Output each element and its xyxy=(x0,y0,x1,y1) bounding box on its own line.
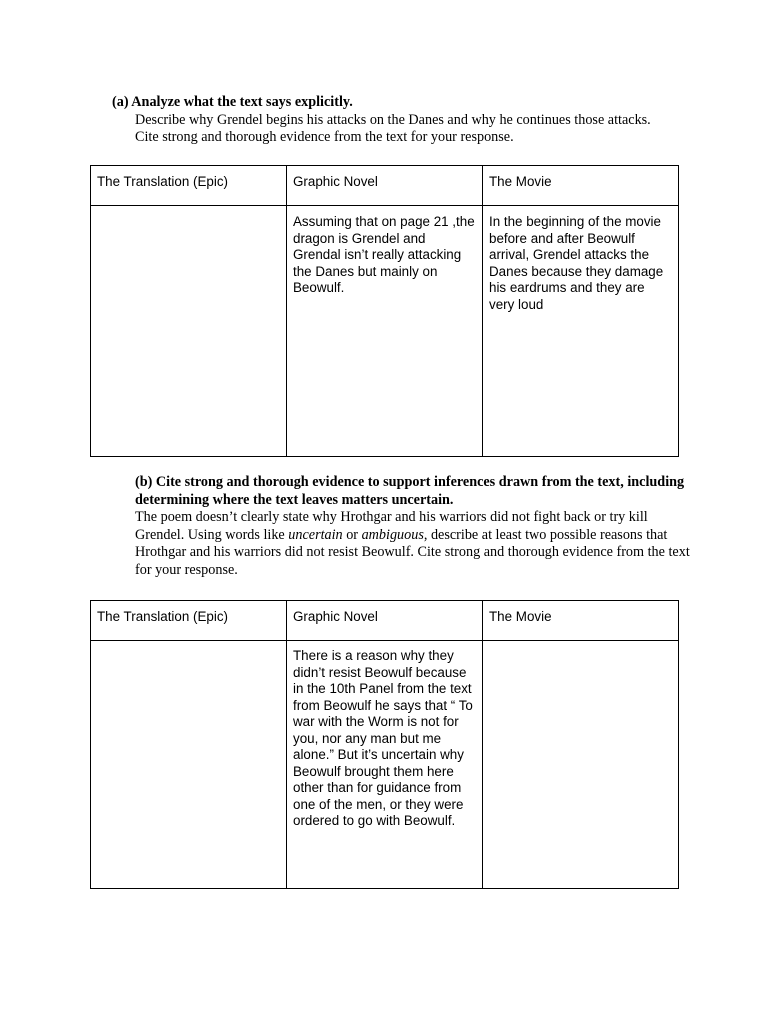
question-b xyxy=(135,474,695,579)
cell-graphic-novel[interactable]: Assuming that on page 21 ,the dragon is Grendel and Grendal isn’t really attacking the Danes but mainly on Beowulf. xyxy=(287,206,483,457)
header-movie: The Movie xyxy=(483,166,679,206)
cell-translation[interactable] xyxy=(91,641,287,889)
question-b-prompt xyxy=(135,509,695,579)
header-translation: The Translation (Epic) xyxy=(91,601,287,641)
cell-movie[interactable]: In the beginning of the movie before and after Beowulf arrival, Grendel attacks the Danes because they damage his eardrums and they are very loud xyxy=(483,206,679,457)
response-table-b xyxy=(90,600,679,889)
term-ambiguous: ambiguous xyxy=(361,526,424,543)
table-header-row xyxy=(91,166,679,206)
cell-movie[interactable] xyxy=(483,641,679,889)
question-a xyxy=(112,94,672,147)
cell-graphic-novel[interactable]: There is a reason why they didn’t resist Beowulf because in the 10th Panel from the text from Beowulf he says that “ To war with the Worm is not for you, nor any man but me alone.” But it’s uncertain why Beowulf brought them here other than for guidance from one of the men, or they were ordered to go with Beowulf. xyxy=(287,641,483,889)
question-b-prompt-part-2: or xyxy=(342,526,362,543)
question-a-heading: (a) Analyze what the text says explicitly. xyxy=(112,94,353,110)
question-b-prompt-part-3: , describe at least two possible reasons that Hrothgar and his warriors did not resist Beowulf. Cite strong and thorough evidence from the text for your response. xyxy=(135,526,690,578)
question-a-prompt: Describe why Grendel begins his attacks on the Danes and why he continues those attacks. Cite strong and thorough evidence from the text for your response. xyxy=(135,111,651,145)
table-body-row xyxy=(91,206,679,457)
header-graphic-novel: Graphic Novel xyxy=(287,601,483,641)
cell-translation[interactable] xyxy=(91,206,287,457)
question-b-prompt-part-1: The poem doesn’t clearly state why Hrothgar and his warriors did not fight back or try kill Grendel. Using words like xyxy=(135,509,648,543)
question-b-heading: (b) Cite strong and thorough evidence to support inferences drawn from the text, including determining where the text leaves matters uncertain. xyxy=(135,474,685,508)
table-body-row xyxy=(91,641,679,889)
header-translation: The Translation (Epic) xyxy=(91,166,287,206)
table-header-row xyxy=(91,601,679,641)
header-graphic-novel: Graphic Novel xyxy=(287,166,483,206)
term-uncertain: uncertain xyxy=(288,526,343,543)
header-movie: The Movie xyxy=(483,601,679,641)
response-table-a xyxy=(90,165,679,457)
